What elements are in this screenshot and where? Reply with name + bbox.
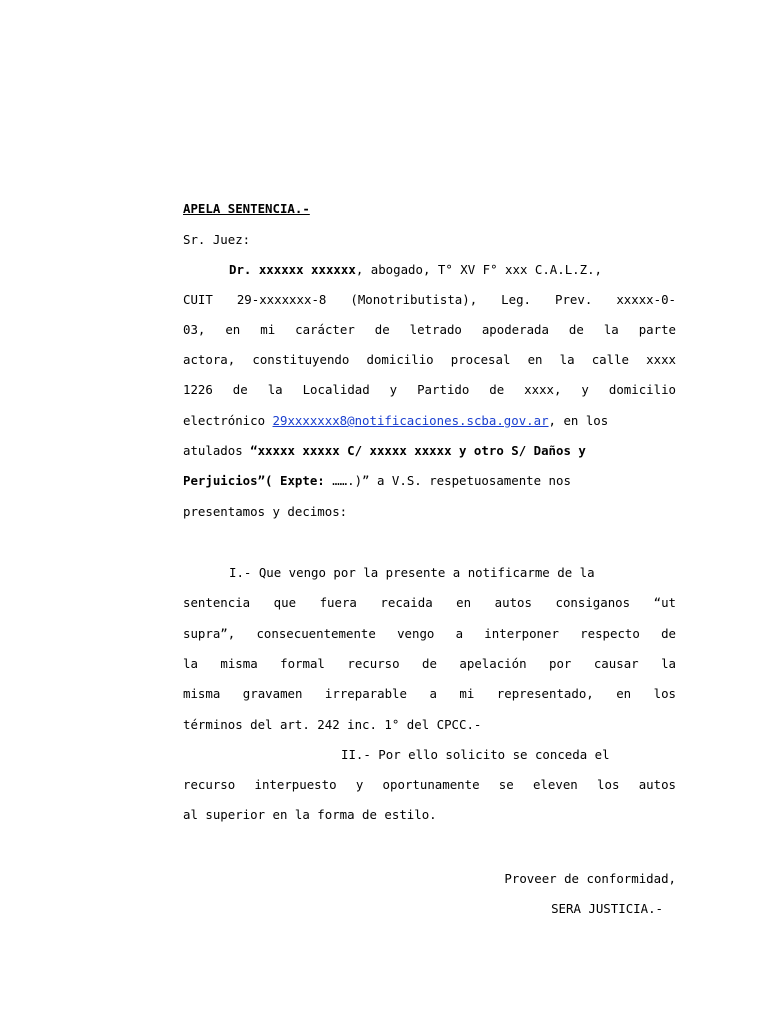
section2-line-2: recurso interpuesto y oportunamente se eleven los autos <box>183 777 676 792</box>
expte-label: Expte: <box>272 473 325 488</box>
section2-line-3: al superior en la forma de estilo. <box>183 807 437 822</box>
intro-line-1 <box>229 262 676 278</box>
section1-line-6: términos del art. 242 inc. 1° del CPCC.- <box>183 717 482 732</box>
closing-line-1: Proveer de conformidad, <box>504 871 676 886</box>
document-title: APELA SENTENCIA.- <box>183 201 310 216</box>
section1-line-1: I.- Que vengo por la presente a notificarme de la <box>229 565 595 580</box>
salutation: Sr. Juez: <box>183 232 251 247</box>
intro-line-9: presentamos y decimos: <box>183 504 348 519</box>
closing-line-2: SERA JUSTICIA.- <box>551 901 663 916</box>
section1-line-4: la misma formal recurso de apelación por causar la <box>183 656 676 671</box>
expte-value: …….)” <box>324 473 370 488</box>
intro-line-7-pre: atulados <box>183 443 251 458</box>
intro-line-1-rest: , abogado, T° XV F° xxx C.A.L.Z., <box>355 262 603 277</box>
intro-line-3: 03, en mi carácter de letrado apoderada de la parte <box>183 322 676 337</box>
intro-line-6-post: , en los <box>548 413 609 428</box>
intro-line-6 <box>183 413 676 429</box>
section1-line-5: misma gravamen irreparable a mi representado, en los <box>183 686 676 701</box>
intro-line-8-post: a V.S. respetuosamente nos <box>369 473 571 488</box>
intro-line-4: actora, constituyendo domicilio procesal en la calle xxxx <box>183 352 676 367</box>
email-link[interactable]: 29xxxxxxx8@notificaciones.scba.gov.ar <box>272 413 549 428</box>
intro-line-8 <box>183 473 676 489</box>
section1-line-3: supra”, consecuentemente vengo a interponer respecto de <box>183 626 676 641</box>
intro-line-5: 1226 de la Localidad y Partido de xxxx, y domicilio <box>183 382 676 397</box>
case-title-part-2: Perjuicios”( <box>183 473 273 488</box>
lawyer-name: Dr. xxxxxx xxxxxx <box>229 262 356 277</box>
intro-line-7 <box>183 443 676 459</box>
case-title-part-1: “xxxxx xxxxx C/ xxxxx xxxxx y otro S/ Daños y <box>250 443 586 458</box>
intro-line-2: CUIT 29-xxxxxxx-8 (Monotributista), Leg. Prev. xxxxx-0- <box>183 292 676 307</box>
intro-line-6-pre: electrónico <box>183 413 273 428</box>
section2-line-1: II.- Por ello solicito se conceda el <box>341 747 610 762</box>
section1-line-2: sentencia que fuera recaida en autos consiganos “ut <box>183 595 676 610</box>
